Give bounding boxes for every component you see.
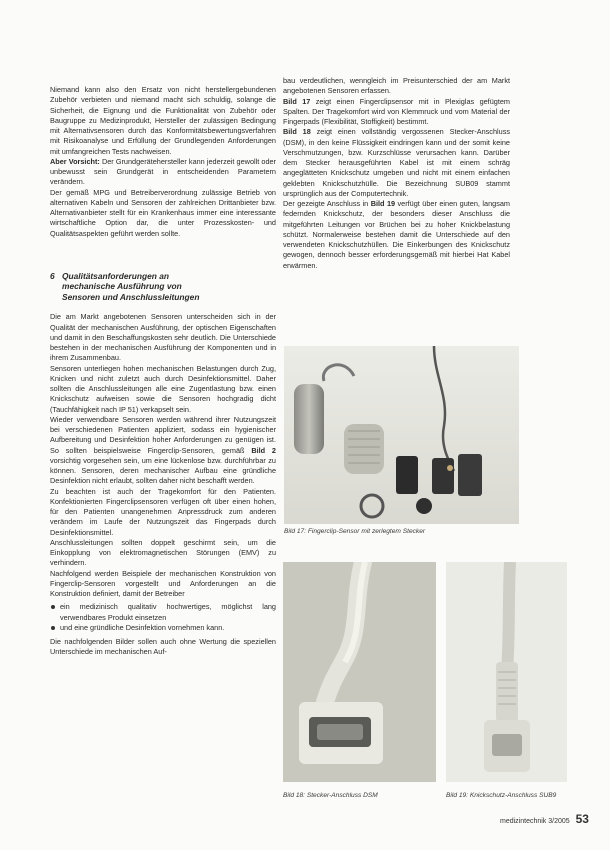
figure-19-photo: [446, 562, 567, 782]
list-item: und eine gründliche Desinfektion vornehmen kann.: [50, 623, 276, 633]
paragraph: Nachfolgend werden Beispiele der mechanischen Konstruktion von Fingerclip-Sensoren vorgestellt und Anforderungen an die Konstruktion definiert, damit der Betreiber: [50, 568, 276, 598]
paragraph: Niemand kann also den Ersatz von nicht herstellergebundenen Zubehör verbieten und niemand macht sich schuldig, solange die Sicherheit, die Eignung und die Funktionalität von Zubehör oder Baugruppe zu Medizinprodukt, Hersteller der zulässigen Bedingung mit Alternativsensoren durch das Konformitätsbewertungsverfahren mit Risikoanalyse und Erfüllung der Grundlegenden Anforderungen mit umfangreichen Tests nachweisen.: [50, 85, 276, 156]
emphasis-lead: Aber Vorsicht:: [50, 156, 100, 166]
paragraph: [283, 127, 510, 199]
paragraph-text: verfügt über einen guten, langsam federnden Knickschutz, der besonders dieser Anschluss die mitgeführten Leitungen vor Brüchen bei zu hoher Knickbelastung schützt. Normalerweise bestehen damit die Unterschiede auf den verwendeten Knickschutzhüllen. Die Einkerbungen des Knickschutz gewogen, dennoch besser erforderungsgemäß mit hierbei Hat Kabel erwärmen.: [283, 199, 510, 270]
paragraph-text: Wieder verwendbare Sensoren werden während ihrer Nutzungszeit bei verschiedenen Patienten appliziert, sodass ein hygienischer Aufbereitung und Desinfektion hoher Anforderungen zu genügen ist. So sollten beispielsweise Fingerclip-Sensoren, gemäß: [50, 414, 276, 455]
paragraph-text: zeigt einen Fingerclipsensor mit in Plexiglas gefügtem Spalten. Der Tragekomfort wird von Klemmruck und vom Material der Fingerpads (Flexibilität, Stoffigkeit) bestimmt.: [283, 96, 510, 126]
list-item: ein medizinisch qualitativ hochwertiges, möglichst lang verwendbares Produkt einsetzen: [50, 602, 276, 623]
figure-reference: Bild 2: [251, 445, 276, 455]
figure-18-photo: [283, 562, 436, 782]
figure-17-caption: Bild 17: Fingerclip-Sensor mit zerlegtem Stecker: [284, 528, 426, 535]
paragraph: Zu beachten ist auch der Tragekomfort für den Patienten. Konfektionierten Fingerclipsensoren verfügen oft über einen hohen, für den Patienten unangenehmen Anpressdruck zum anderen verändern im Laufe der Nutzungszeit das Fingerpads durch Desinfektionsmittel.: [50, 486, 276, 537]
figure-17-photo: [284, 346, 519, 524]
heading-line: Sensoren und Anschlussleitungen: [62, 291, 200, 302]
figure-18-caption: Bild 18: Stecker-Anschluss DSM: [283, 792, 378, 799]
figure-reference: Bild 19: [370, 199, 396, 208]
figure-reference: Bild 17: [283, 96, 311, 106]
heading-text: Qualitätsanforderungen an: [62, 270, 170, 281]
paragraph: Die am Markt angebotenen Sensoren unterscheiden sich in der Qualität der mechanischen Ausführung, der optischen Eigenschaften und damit in den Beschaffungskosten sehr deutlich. Die Unterschiede bestehen in der mechanischen Ausführung der Komponenten und in ihrem Zusammenbau.: [50, 312, 276, 363]
section-heading: [50, 271, 276, 303]
heading-line: [50, 271, 276, 282]
heading-line: mechanische Ausführung von: [62, 281, 182, 292]
paragraph: Der gemäß MPG und Betreiberverordnung zulässige Betrieb von alternativen Kabeln und Sensoren der zahlreichen Drittanbieter bzw. Alternativanbieter stellt für ein Krankenhaus immer eine interessante wirtschaftliche Option dar, die unter Prozesskosten- und Qualitätsaspekten geführt werden sollte.: [50, 187, 276, 238]
sensor-parts-illustration: [284, 346, 519, 524]
heading-number: 6: [50, 270, 55, 281]
page-number: 53: [575, 812, 589, 826]
paragraph: [283, 97, 510, 128]
journal-name: medizintechnik 3/2005: [500, 818, 570, 825]
paragraph-text: zeigt einen vollständig vergossenen Stecker-Anschluss (DSM), in den keine Flüssigkeit eindringen kann und der somit keine Verschmutzungen, bzw. Kurzschlüsse verursachen kann. Darüber dem Stecker herausgeführten Kabel ist mit einem schräg angeglätteten Knickschutz umgeben und nicht mit einem einfachen geklebten Knickschutzhülle. Die Bezeichnung SUB09 stammt ursprünglich aus der Computertechnik.: [283, 127, 510, 198]
bullet-list: [50, 602, 276, 633]
paragraph-text: Der Grundgerätehersteller kann jederzeit gewollt oder unbewusst sein Grundgerät in entscheidenden Parametern verändern.: [50, 156, 276, 187]
figure-reference: Bild 18: [283, 127, 311, 137]
right-column: [283, 76, 510, 271]
connector-dsm-illustration: [283, 562, 436, 782]
paragraph: [283, 199, 510, 271]
paragraph: Die nachfolgenden Bilder sollen auch ohne Wertung die speziellen Unterschiede im mechanischen Auf-: [50, 637, 276, 657]
paragraph-text: Der gezeigte Anschluss in: [283, 199, 371, 208]
connector-sub9-illustration: [446, 562, 567, 782]
paragraph: [50, 157, 276, 188]
paragraph-text: vorsichtig vorgesehen sein, um eine lückenlose bzw. durchführbar zu können. Sensoren, deren mechanischer Aufbau eine gründliche Desinfektion nicht erlaubt, sollten daher nicht beschafft werden.: [50, 455, 276, 486]
page-footer: [500, 812, 589, 826]
paragraph: Sensoren unterliegen hohen mechanischen Belastungen durch Zug, Knicken und nicht zuletzt auch durch Desinfektionsmittel. Daher sollten die Anschlussleitungen alle eine Zugentlastung bzw. einen Knickschutz aufweisen sowie die Sensoren hochgradig dicht (Tauchfähigkeit nach IP 51) verkapselt sein.: [50, 363, 276, 414]
paragraph: Anschlussleitungen sollten doppelt geschirmt sein, um die Einkopplung von elektromagnetischen Störungen (EMV) zu verhindern.: [50, 537, 276, 568]
left-column: [50, 85, 276, 658]
paragraph: [50, 415, 276, 487]
figure-19-caption: Bild 19: Knickschutz-Anschluss SUB9: [446, 792, 557, 799]
paragraph: bau verdeutlichen, wenngleich im Preisunterschied der am Markt angebotenen Sensoren erfassen.: [283, 76, 510, 96]
